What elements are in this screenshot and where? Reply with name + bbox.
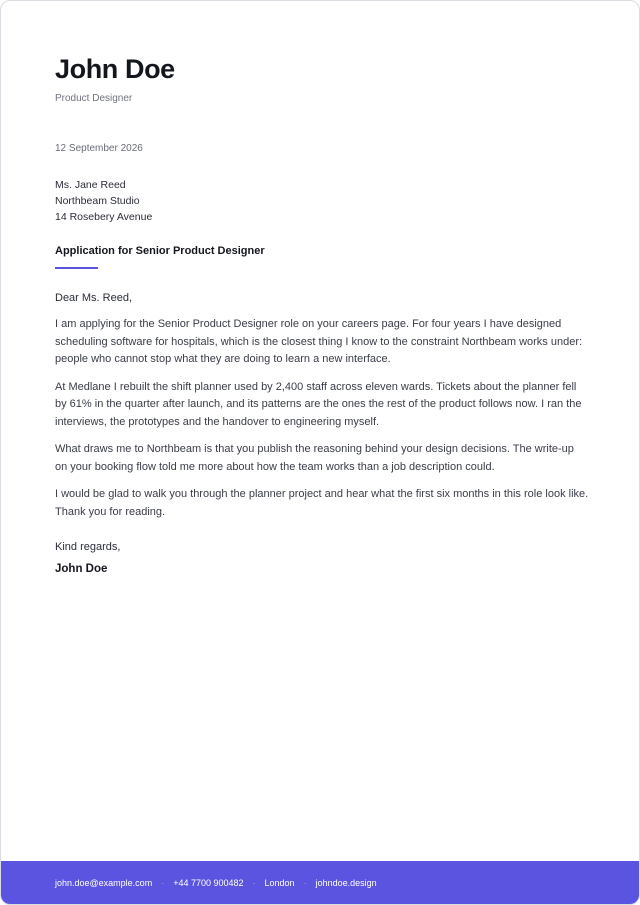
letter-subject: Application for Senior Product Designer	[55, 245, 265, 257]
body-paragraph-3: What draws me to Northbeam is that you publish the reasoning behind your design decisions. The write-up on your booking flow told me more about how the team works than a job description could.	[55, 443, 574, 473]
recipient-company: Northbeam Studio	[55, 195, 140, 207]
subject-underline	[55, 267, 98, 269]
letter-content	[1, 1, 639, 577]
recipient-address: 14 Rosebery Avenue	[55, 211, 153, 223]
contact-footer	[1, 861, 639, 904]
footer-separator: ·	[303, 877, 307, 888]
footer-separator: ·	[252, 877, 256, 888]
recipient-block	[55, 177, 585, 225]
sender-name: John Doe	[55, 54, 175, 84]
footer-phone[interactable]: +44 7700 900482	[173, 877, 244, 888]
body-paragraph-2: At Medlane I rebuilt the shift planner used by 2,400 staff across eleven wards. Tickets about the planner fell by 61% in the quarter after launch, and its patterns are the ones the rest of the product follows now. I ran the interviews, the prototypes and the handover to engineering myself.	[55, 380, 582, 428]
footer-location: London	[264, 877, 295, 888]
sender-title: Product Designer	[55, 93, 133, 104]
letter-date: 12 September 2026	[55, 143, 143, 154]
footer-website[interactable]: johndoe.design	[315, 877, 377, 888]
body-paragraph-1: I am applying for the Senior Product Designer role on your careers page. For four years I have designed scheduling software for hospitals, which is the closest thing I know to the constraint Northbeam works under: people who cannot stop what they are doing to learn a new interface.	[55, 318, 583, 365]
footer-separator: ·	[161, 877, 165, 888]
footer-email[interactable]: john.doe@example.com	[55, 877, 153, 888]
closing: Kind regards,	[55, 541, 121, 553]
salutation: Dear Ms. Reed,	[55, 292, 133, 304]
body-paragraph-4: I would be glad to walk you through the planner project and hear what the first six months in this role look like. Thank you for reading.	[55, 488, 589, 518]
signature: John Doe	[55, 563, 108, 575]
recipient-name: Ms. Jane Reed	[55, 179, 126, 191]
